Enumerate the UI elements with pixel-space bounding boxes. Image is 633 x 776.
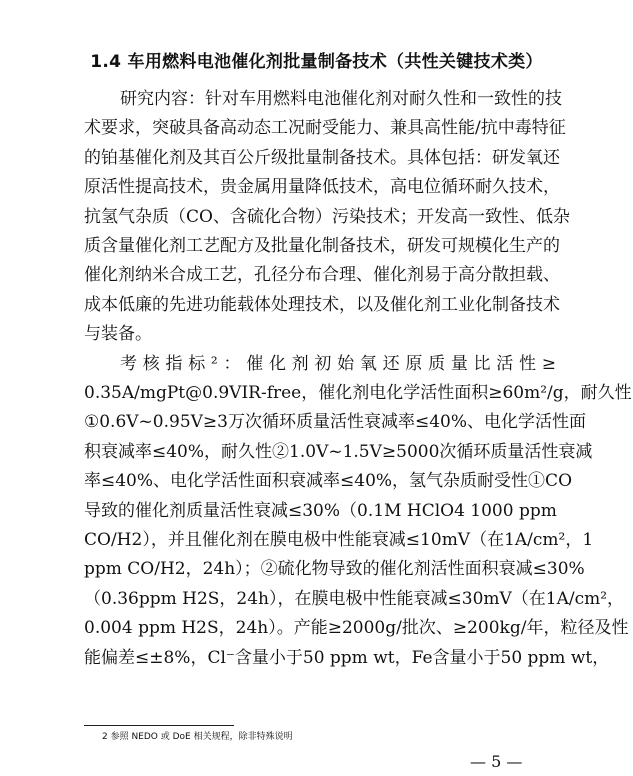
research-content-line: 与装备。 (84, 324, 152, 344)
assessment-indicators-line: 考核指标²：催化剂初始氧还原质量比活性≥ (120, 354, 556, 374)
assessment-indicators-line: 0.35A/mgPt@0.9VIR-free，催化剂电化学活性面积≥60m²/g，耐久性 (84, 383, 632, 403)
research-content-line: 抗氢气杂质（CO、含硫化合物）污染技术；开发高一致性、低杂 (84, 207, 570, 227)
research-content-line: 质含量催化剂工艺配方及批量化制备技术，研发可规模化生产的 (84, 236, 560, 256)
research-content-line: 原活性提高技术，贵金属用量降低技术，高电位循环耐久技术， (84, 177, 560, 197)
footnote-divider (84, 725, 234, 726)
assessment-indicators-line: ppm CO/H2，24h）；②硫化物导致的催化剂活性面积衰减≤30% (84, 559, 585, 579)
footnote: 2 参照 NEDO 或 DoE 相关规程，除非特殊说明 (102, 732, 293, 742)
assessment-indicators-line: 能偏差≤±8%，Cl⁻含量小于50 ppm wt，Fe含量小于50 ppm wt， (84, 648, 610, 668)
research-content-line: 成本低廉的先进功能载体处理技术，以及催化剂工业化制备技术 (84, 295, 560, 315)
page-number: — 5 — (470, 752, 523, 771)
research-content-line: 术要求，突破具备高动态工况耐受能力、兼具高性能/抗中毒特征 (84, 118, 566, 138)
assessment-indicators-line: （0.36ppm H2S，24h），在膜电极中性能衰减≤30mV（在1A/cm²， (84, 589, 625, 609)
research-content-line: 的铂基催化剂及其百公斤级批量制备技术。具体包括：研发氧还 (84, 148, 560, 168)
section-heading: 1.4 车用燃料电池催化剂批量制备技术（共性关键技术类） (90, 52, 543, 72)
assessment-indicators-line: 导致的催化剂质量活性衰减≤30%（0.1M HClO4 1000 ppm (84, 501, 557, 521)
assessment-indicators-line: 积衰减率≤40%，耐久性②1.0V~1.5V≥5000次循环质量活性衰减 (84, 442, 593, 462)
assessment-indicators-line: 率≤40%、电化学活性面积衰减率≤40%，氢气杂质耐受性①CO (84, 471, 573, 491)
assessment-indicators-line: CO/H2），并且催化剂在膜电极中性能衰减≤10mV（在1A/cm²，1 (84, 530, 594, 550)
assessment-indicators-line: 0.004 ppm H2S，24h）。产能≥2000g/批次、≥200kg/年，粒径及性 (84, 618, 629, 638)
research-content-line: 催化剂纳米合成工艺，孔径分布合理、催化剂易于高分散担载、 (84, 265, 560, 285)
research-content-line: 研究内容：针对车用燃料电池催化剂对耐久性和一致性的技 (120, 89, 562, 109)
assessment-indicators-line: ①0.6V~0.95V≥3万次循环质量活性衰减率≤40%、电化学活性面 (84, 412, 587, 432)
